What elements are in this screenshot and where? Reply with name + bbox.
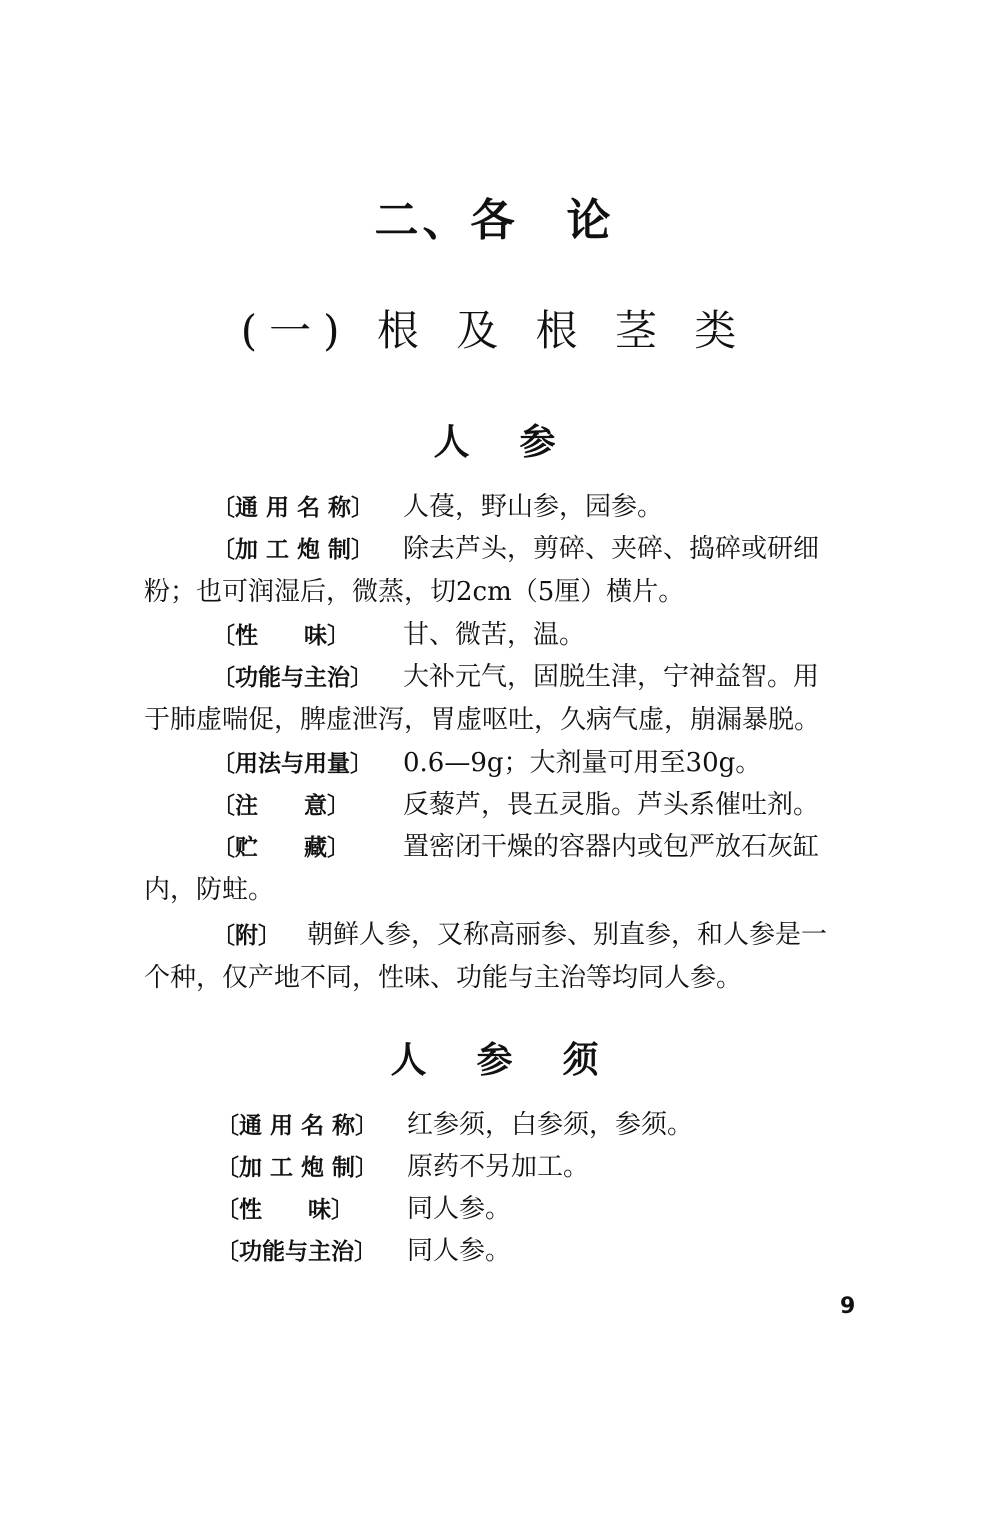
- section-title: [0, 184, 989, 248]
- entry-title-char: 须: [562, 1040, 599, 1081]
- entry-title-char: 参: [519, 422, 556, 463]
- entry-item-text: 除去芦头，剪碎、夹碎、捣碎或研细: [403, 534, 820, 564]
- entry-item-text-cont: 粉；也可润湿后，微蒸，切2cm（5厘）横片。: [144, 577, 685, 607]
- entry-title-renshen: [0, 414, 989, 465]
- entry-item-text: 原药不另加工。: [407, 1152, 590, 1182]
- entry-item-text: 0.6—9g；大剂量可用至30g。: [403, 748, 762, 778]
- entry-item-label: 〔性 味〕: [212, 623, 350, 649]
- entry-item: [144, 826, 892, 911]
- entry-item-label: 〔加 工 炮 制〕: [212, 537, 375, 563]
- entry-item: [144, 614, 960, 657]
- entry-title-char: 参: [476, 1040, 513, 1081]
- entry-item-label: 〔用法与用量〕: [212, 751, 373, 777]
- entry-item-text: 同人参。: [407, 1236, 512, 1266]
- entry-item: [144, 1104, 964, 1147]
- entry-item-label: 〔注 意〕: [212, 793, 350, 819]
- entry-item-text: 人葠，野山参，园参。: [403, 492, 664, 522]
- entry-item: [144, 1230, 964, 1273]
- entry-item: [144, 784, 960, 827]
- entry-item-label: 〔功能与主治〕: [216, 1239, 377, 1265]
- entry-item-label: 〔性 味〕: [216, 1197, 354, 1223]
- entry-item: [144, 528, 892, 613]
- entry-item-label: 〔附〕: [212, 923, 281, 949]
- entry-item-label: 〔功能与主治〕: [212, 665, 373, 691]
- entry-item-text: 同人参。: [407, 1194, 512, 1224]
- entry-item-text: 甘、微苦，温。: [403, 620, 586, 650]
- entry-title-char: 人: [433, 422, 470, 463]
- section-title-part2: 论: [566, 195, 615, 246]
- entry-item-text-cont: 内，防蛀。: [144, 875, 275, 905]
- entry-item-text: 红参须，白参须，参须。: [407, 1110, 694, 1140]
- section-title-part1: 二、各: [374, 195, 519, 246]
- entry-item: [144, 1188, 964, 1231]
- entry-title-renshenxu: [0, 1032, 989, 1083]
- entry-item-text-cont: 个种，仅产地不同，性味、功能与主治等均同人参。: [144, 963, 743, 993]
- entry-item-text: 反藜芦，畏五灵脂。芦头系催吐剂。: [403, 790, 820, 820]
- entry-item-label: 〔通 用 名 称〕: [216, 1113, 379, 1139]
- entry-item: [144, 1146, 964, 1189]
- entry-item-text-cont: 于肺虚喘促，脾虚泄泻，胃虚呕吐，久病气虚，崩漏暴脱。: [144, 705, 821, 735]
- entry-item-label: 〔加 工 炮 制〕: [216, 1155, 379, 1181]
- page-number: 9: [840, 1294, 856, 1319]
- entry-item: [144, 486, 960, 529]
- category-title: (一) 根 及 根 茎 类: [240, 306, 749, 355]
- entry-item: [144, 656, 892, 741]
- entry-item-text: 朝鲜人参，又称高丽参、别直参，和人参是一: [307, 920, 828, 950]
- entry-item: [144, 742, 960, 785]
- entry-title-char: 人: [390, 1040, 427, 1081]
- entry-item-label: 〔通 用 名 称〕: [212, 495, 375, 521]
- entry-item-text: 大补元气，固脱生津，宁神益智。用: [403, 662, 820, 692]
- entry-item-label: 〔贮 藏〕: [212, 835, 350, 861]
- entry-item-text: 置密闭干燥的容器内或包严放石灰缸: [403, 832, 820, 862]
- entry-item: [144, 914, 892, 999]
